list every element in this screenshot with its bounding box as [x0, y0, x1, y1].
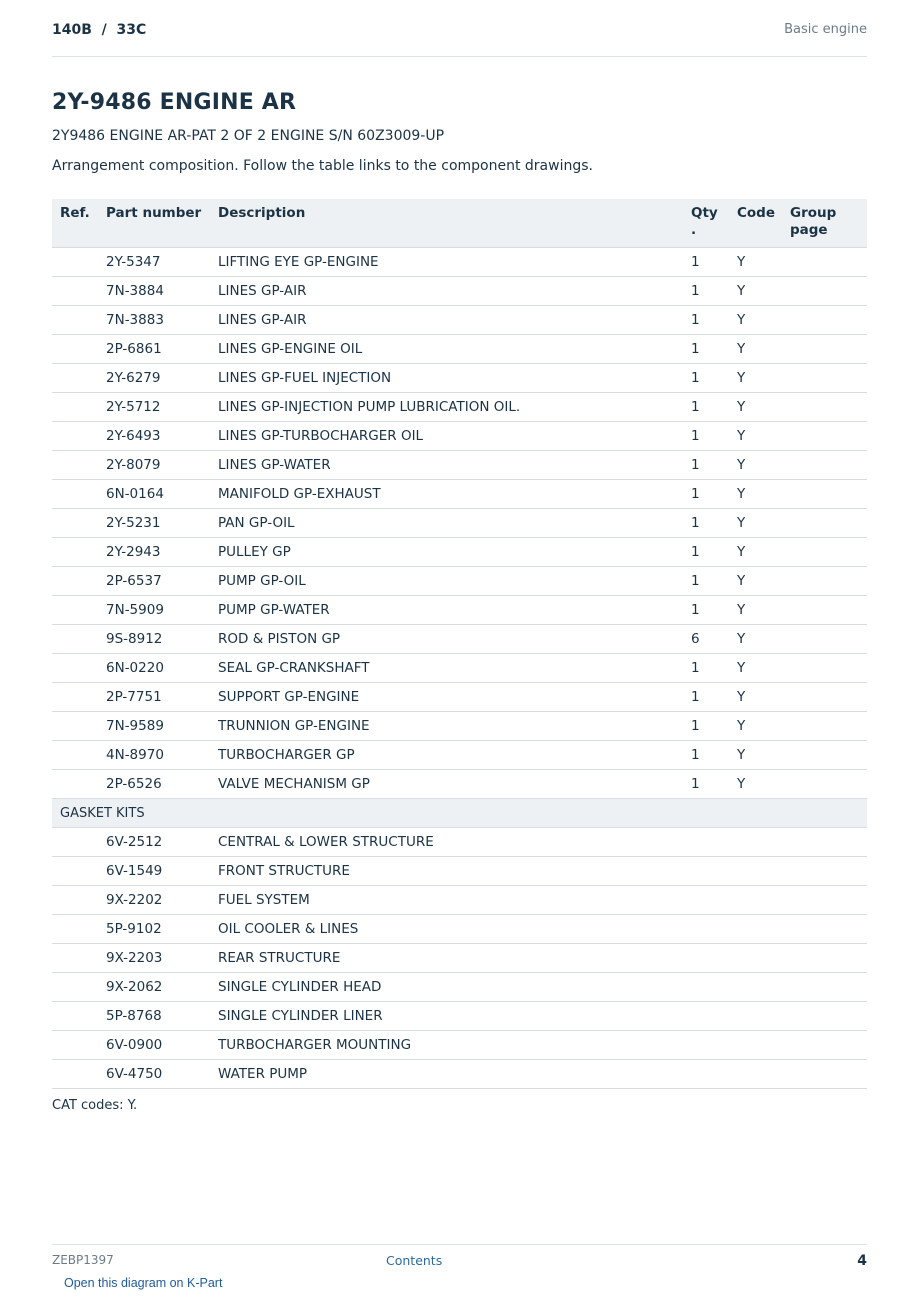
cell-qty: 1 [691, 654, 737, 683]
cell-ref [52, 915, 106, 944]
cell-part-number[interactable]: 2Y-5347 [106, 248, 218, 277]
cell-part-number[interactable]: 9X-2062 [106, 973, 218, 1002]
cell-group-page [790, 1031, 867, 1060]
cell-description: LIFTING EYE GP-ENGINE [218, 248, 691, 277]
cell-qty: 1 [691, 509, 737, 538]
cell-description: FUEL SYSTEM [218, 886, 691, 915]
cell-qty: 1 [691, 596, 737, 625]
table-row[interactable] [52, 538, 867, 567]
table-row[interactable] [52, 973, 867, 1002]
cell-part-number[interactable]: 2Y-2943 [106, 538, 218, 567]
cell-ref [52, 828, 106, 857]
cell-ref [52, 567, 106, 596]
document-id: ZEBP1397 [52, 1253, 114, 1267]
cell-group-page [790, 944, 867, 973]
cell-part-number[interactable]: 6N-0220 [106, 654, 218, 683]
cell-qty [691, 828, 737, 857]
table-row[interactable] [52, 828, 867, 857]
cell-ref [52, 741, 106, 770]
table-row[interactable] [52, 393, 867, 422]
cell-code: Y [737, 538, 790, 567]
table-row[interactable] [52, 567, 867, 596]
cell-part-number[interactable]: 2Y-6279 [106, 364, 218, 393]
cell-ref [52, 683, 106, 712]
cell-group-page [790, 741, 867, 770]
cell-code: Y [737, 567, 790, 596]
cell-description: SEAL GP-CRANKSHAFT [218, 654, 691, 683]
cell-group-page [790, 567, 867, 596]
table-row[interactable] [52, 277, 867, 306]
cell-code [737, 886, 790, 915]
cell-qty [691, 1060, 737, 1089]
cell-ref [52, 422, 106, 451]
cell-code: Y [737, 770, 790, 799]
cell-group-page [790, 712, 867, 741]
cell-group-page [790, 451, 867, 480]
cell-code: Y [737, 335, 790, 364]
table-row[interactable] [52, 625, 867, 654]
table-row[interactable] [52, 480, 867, 509]
page-footer [52, 1244, 867, 1275]
table-row[interactable] [52, 915, 867, 944]
cell-group-page [790, 596, 867, 625]
table-header-row [52, 199, 867, 248]
cell-qty: 1 [691, 422, 737, 451]
cell-qty [691, 1031, 737, 1060]
cell-code: Y [737, 364, 790, 393]
table-row[interactable] [52, 422, 867, 451]
cell-group-page [790, 538, 867, 567]
cell-part-number[interactable]: 2Y-6493 [106, 422, 218, 451]
cell-ref [52, 1002, 106, 1031]
column-header-code: Code [737, 199, 790, 248]
cell-qty: 1 [691, 712, 737, 741]
cell-ref [52, 335, 106, 364]
cell-code: Y [737, 683, 790, 712]
cell-qty: 6 [691, 625, 737, 654]
table-row[interactable] [52, 1060, 867, 1089]
table-row[interactable] [52, 886, 867, 915]
cell-description: SINGLE CYLINDER LINER [218, 1002, 691, 1031]
cell-group-page [790, 277, 867, 306]
cell-qty: 1 [691, 306, 737, 335]
cell-part-number[interactable]: 9S-8912 [106, 625, 218, 654]
table-row[interactable] [52, 770, 867, 799]
cell-code: Y [737, 306, 790, 335]
cell-qty: 1 [691, 480, 737, 509]
cell-qty [691, 973, 737, 1002]
cell-part-number[interactable]: 6V-4750 [106, 1060, 218, 1089]
cell-code: Y [737, 625, 790, 654]
cell-ref [52, 480, 106, 509]
cell-qty: 1 [691, 567, 737, 596]
cell-description: VALVE MECHANISM GP [218, 770, 691, 799]
cell-description: LINES GP-AIR [218, 306, 691, 335]
cell-part-number[interactable]: 2P-6526 [106, 770, 218, 799]
cell-part-number[interactable]: 2P-7751 [106, 683, 218, 712]
cell-group-page [790, 509, 867, 538]
table-row[interactable] [52, 248, 867, 277]
cell-ref [52, 1060, 106, 1089]
cell-group-page [790, 828, 867, 857]
cell-ref [52, 1031, 106, 1060]
open-k-part-link[interactable]: Open this diagram on K-Part [64, 1276, 223, 1290]
cell-ref [52, 625, 106, 654]
cell-part-number[interactable]: 2Y-8079 [106, 451, 218, 480]
cell-code [737, 857, 790, 886]
cell-description: MANIFOLD GP-EXHAUST [218, 480, 691, 509]
cell-description: REAR STRUCTURE [218, 944, 691, 973]
cell-part-number[interactable]: 2Y-5231 [106, 509, 218, 538]
column-header-description: Description [218, 199, 691, 248]
section-row-gasket-kits [52, 799, 867, 828]
table-row[interactable] [52, 944, 867, 973]
table-row[interactable] [52, 712, 867, 741]
cell-part-number[interactable]: 2P-6537 [106, 567, 218, 596]
cell-code: Y [737, 712, 790, 741]
cell-qty: 1 [691, 393, 737, 422]
column-header-part-number: Part number [106, 199, 218, 248]
cell-part-number[interactable]: 5P-8768 [106, 1002, 218, 1031]
model-label: 140B / 33C [52, 22, 147, 38]
cell-group-page [790, 857, 867, 886]
cell-part-number[interactable]: 6V-0900 [106, 1031, 218, 1060]
cell-ref [52, 538, 106, 567]
cell-description: CENTRAL & LOWER STRUCTURE [218, 828, 691, 857]
cell-group-page [790, 1002, 867, 1031]
cell-qty [691, 1002, 737, 1031]
cell-group-page [790, 625, 867, 654]
cell-qty: 1 [691, 683, 737, 712]
cell-part-number[interactable]: 7N-3884 [106, 277, 218, 306]
cell-description: TRUNNION GP-ENGINE [218, 712, 691, 741]
cell-part-number[interactable]: 6N-0164 [106, 480, 218, 509]
cell-ref [52, 277, 106, 306]
table-row[interactable] [52, 451, 867, 480]
cell-part-number[interactable]: 6V-2512 [106, 828, 218, 857]
page-number: 4 [857, 1253, 867, 1269]
page-title: 2Y-9486 ENGINE AR [52, 90, 297, 115]
table-row[interactable] [52, 1031, 867, 1060]
cell-group-page [790, 683, 867, 712]
cell-description: LINES GP-ENGINE OIL [218, 335, 691, 364]
cell-description: PULLEY GP [218, 538, 691, 567]
cell-group-page [790, 364, 867, 393]
table-row[interactable] [52, 306, 867, 335]
cell-description: OIL COOLER & LINES [218, 915, 691, 944]
cell-ref [52, 451, 106, 480]
cell-qty: 1 [691, 335, 737, 364]
cell-ref [52, 654, 106, 683]
cell-code [737, 1002, 790, 1031]
cell-description: ROD & PISTON GP [218, 625, 691, 654]
cell-part-number[interactable]: 2Y-5712 [106, 393, 218, 422]
cell-ref [52, 886, 106, 915]
cell-description: SINGLE CYLINDER HEAD [218, 973, 691, 1002]
cell-part-number[interactable]: 7N-5909 [106, 596, 218, 625]
cell-qty: 1 [691, 538, 737, 567]
cell-ref [52, 973, 106, 1002]
cell-ref [52, 509, 106, 538]
cell-group-page [790, 973, 867, 1002]
cell-code [737, 1060, 790, 1089]
section-label: Basic engine [784, 22, 867, 37]
cell-part-number[interactable]: 6V-1549 [106, 857, 218, 886]
table-row[interactable] [52, 364, 867, 393]
cell-ref [52, 306, 106, 335]
cell-description: LINES GP-AIR [218, 277, 691, 306]
parts-table-body [52, 248, 867, 1089]
section-label: GASKET KITS [52, 799, 867, 828]
cell-description: SUPPORT GP-ENGINE [218, 683, 691, 712]
cell-description: FRONT STRUCTURE [218, 857, 691, 886]
page-subtitle: 2Y9486 ENGINE AR-PAT 2 OF 2 ENGINE S/N 60Z3009-UP [52, 128, 445, 144]
cell-ref [52, 248, 106, 277]
cell-code: Y [737, 480, 790, 509]
cell-description: PAN GP-OIL [218, 509, 691, 538]
cat-codes-note: CAT codes: Y. [52, 1098, 138, 1113]
cell-description: LINES GP-TURBOCHARGER OIL [218, 422, 691, 451]
table-row[interactable] [52, 683, 867, 712]
cell-code [737, 915, 790, 944]
cell-code: Y [737, 451, 790, 480]
cell-group-page [790, 886, 867, 915]
cell-description: LINES GP-FUEL INJECTION [218, 364, 691, 393]
cell-qty: 1 [691, 770, 737, 799]
cell-qty [691, 915, 737, 944]
cell-ref [52, 712, 106, 741]
cell-group-page [790, 306, 867, 335]
cell-code: Y [737, 654, 790, 683]
cell-code [737, 944, 790, 973]
cell-group-page [790, 422, 867, 451]
cell-part-number[interactable]: 9X-2202 [106, 886, 218, 915]
cell-description: TURBOCHARGER GP [218, 741, 691, 770]
cell-part-number[interactable]: 5P-9102 [106, 915, 218, 944]
cell-ref [52, 944, 106, 973]
table-row[interactable] [52, 596, 867, 625]
parts-table [52, 199, 867, 1089]
table-row[interactable] [52, 741, 867, 770]
cell-group-page [790, 393, 867, 422]
cell-code: Y [737, 248, 790, 277]
page-header [52, 22, 867, 57]
cell-ref [52, 770, 106, 799]
cell-part-number[interactable]: 4N-8970 [106, 741, 218, 770]
intro-text: Arrangement composition. Follow the table links to the component drawings. [52, 158, 593, 174]
cell-ref [52, 393, 106, 422]
cell-group-page [790, 1060, 867, 1089]
cell-part-number[interactable]: 7N-3883 [106, 306, 218, 335]
cell-part-number[interactable]: 2P-6861 [106, 335, 218, 364]
cell-code: Y [737, 393, 790, 422]
table-row[interactable] [52, 857, 867, 886]
cell-description: WATER PUMP [218, 1060, 691, 1089]
cell-code: Y [737, 277, 790, 306]
cell-qty [691, 886, 737, 915]
cell-description: TURBOCHARGER MOUNTING [218, 1031, 691, 1060]
table-row[interactable] [52, 1002, 867, 1031]
column-header-ref: Ref. [52, 199, 106, 248]
cell-group-page [790, 335, 867, 364]
cell-group-page [790, 654, 867, 683]
cell-qty: 1 [691, 248, 737, 277]
column-header-qty: Qty . [691, 199, 737, 248]
cell-code [737, 973, 790, 1002]
cell-description: PUMP GP-WATER [218, 596, 691, 625]
cell-qty: 1 [691, 741, 737, 770]
cell-qty [691, 857, 737, 886]
cell-qty: 1 [691, 364, 737, 393]
cell-group-page [790, 480, 867, 509]
table-row[interactable] [52, 509, 867, 538]
cell-qty [691, 944, 737, 973]
cell-code: Y [737, 422, 790, 451]
cell-group-page [790, 248, 867, 277]
cell-description: PUMP GP-OIL [218, 567, 691, 596]
cell-code: Y [737, 596, 790, 625]
cell-code [737, 828, 790, 857]
cell-qty: 1 [691, 277, 737, 306]
cell-code: Y [737, 741, 790, 770]
cell-part-number[interactable]: 7N-9589 [106, 712, 218, 741]
cell-group-page [790, 770, 867, 799]
cell-part-number[interactable]: 9X-2203 [106, 944, 218, 973]
cell-ref [52, 857, 106, 886]
cell-group-page [790, 915, 867, 944]
cell-description: LINES GP-INJECTION PUMP LUBRICATION OIL. [218, 393, 691, 422]
table-row[interactable] [52, 335, 867, 364]
contents-link[interactable]: Contents [386, 1253, 443, 1268]
cell-description: LINES GP-WATER [218, 451, 691, 480]
cell-code [737, 1031, 790, 1060]
cell-qty: 1 [691, 451, 737, 480]
cell-ref [52, 596, 106, 625]
column-header-group-page: Group page [790, 199, 867, 248]
cell-ref [52, 364, 106, 393]
table-row[interactable] [52, 654, 867, 683]
cell-code: Y [737, 509, 790, 538]
